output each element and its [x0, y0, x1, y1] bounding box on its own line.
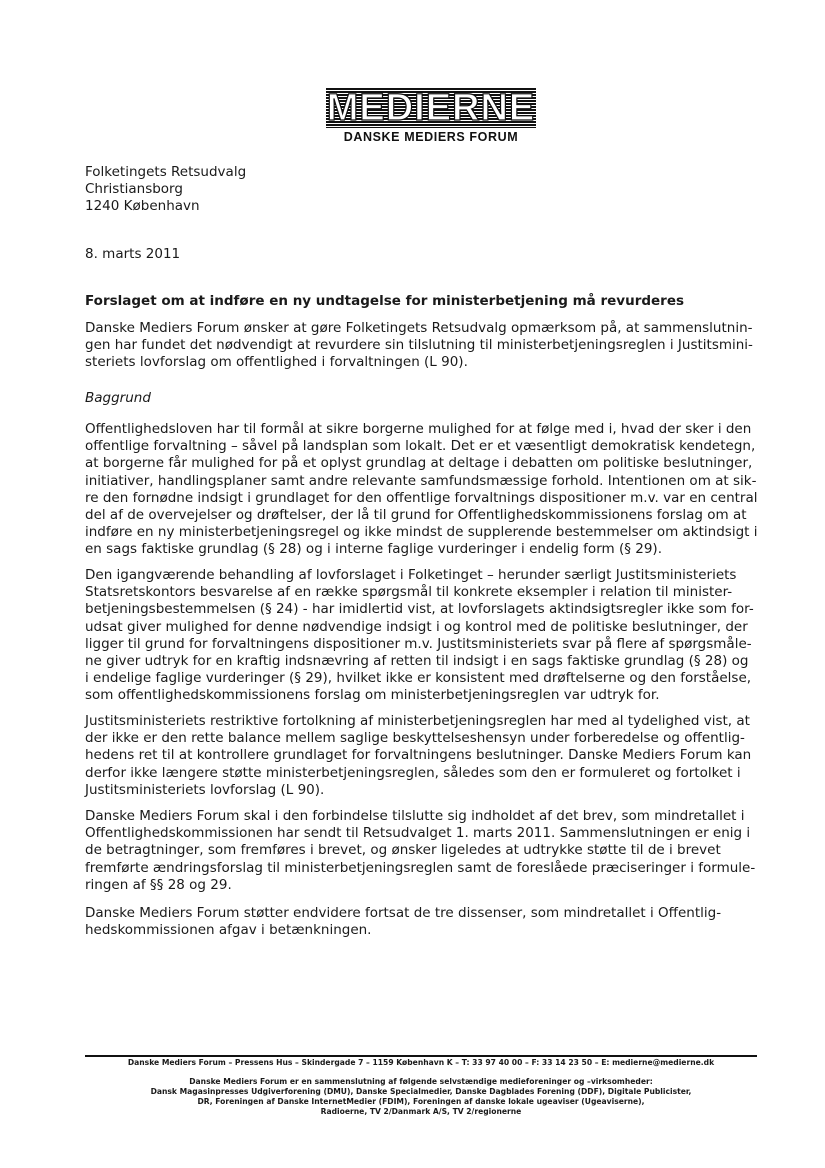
text-line: indføre en ny ministerbetjeningsregel og ikke mindst de supplerende bestemmelser om aktindsigt i	[85, 524, 758, 541]
text-line: Statsretskontors besvarelse af en række spørgsmål til konkrete eksempler i relation til minister-	[85, 584, 733, 601]
recipient-line: Folketingets Retsudvalg	[85, 164, 247, 180]
logo-subtitle: DANSKE MEDIERS FORUM	[343, 130, 519, 144]
text-line: initiativer, handlingsplaner samt andre relevante samfundsmæssige forhold. Intentionen om at sik-	[85, 472, 757, 489]
text-line: udsat giver mulighed for denne nødvendige indsigt i og kontrol med de politiske beslutninger, der	[85, 618, 748, 635]
text-line: betjeningsbestemmelsen (§ 24) - har imidlertid vist, at lovforslagets aktindsigtsregler ikke som for-	[85, 601, 754, 618]
paragraph-2	[85, 567, 755, 705]
recipient-line: 1240 København	[85, 198, 200, 214]
logo-wordmark: MEDIERNE	[326, 87, 536, 129]
text-line: ringen af §§ 28 og 29.	[85, 876, 232, 893]
text-line: derfor ikke længere støtte ministerbetjeningsreglen, således som den er formuleret og fortolket i	[85, 764, 741, 781]
text-line: Offentlighedsloven har til formål at sikre borgerne mulighed for at følge med i, hvad der sker i den	[85, 421, 752, 437]
intro-paragraph	[85, 320, 755, 372]
footer-member-line: Radioerne, TV 2/Danmark A/S, TV 2/regionerne	[320, 1107, 522, 1116]
letter-date: 8. marts 2011	[85, 246, 181, 262]
text-line: gen har fundet det nødvendigt at revurdere sin tilslutning til ministerbetjeningsreglen i Justitsmini-	[85, 337, 753, 354]
section-heading: Baggrund	[85, 390, 151, 406]
paragraph-4	[85, 808, 755, 894]
paragraph-1	[85, 421, 758, 559]
text-line: Den igangværende behandling af lovforslaget i Folketinget – herunder særligt Justitsministeriets	[85, 567, 737, 583]
text-line: re den fornødne indsigt i grundlaget for den offentlige forvaltnings dispositioner m.v. var en central	[85, 489, 758, 506]
letterhead-logo	[326, 88, 536, 144]
footer-member-line: DR, Foreningen af Danske InternetMedier (FDIM), Foreningen af danske lokale ugeaviser (Ugeaviserne),	[197, 1097, 645, 1106]
text-line: i endelige faglige vurderinger (§ 29), hvilket ikke er konsistent med drøftelserne og den forståelse,	[85, 670, 752, 687]
footer-divider	[85, 1055, 757, 1057]
text-line: hedens ret til at kontrollere grundlaget for forvaltningens beslutninger. Danske Mediers Forum kan	[85, 747, 752, 764]
text-line: offentlige forvaltning – såvel på landsplan som lokalt. Det er et væsentligt demokratisk kendetegn,	[85, 438, 756, 455]
text-line: de betragtninger, som fremføres i brevet, og ønsker ligeledes at udtrykke støtte til de i brevet	[85, 842, 721, 859]
text-line: Danske Mediers Forum støtter endvidere fortsat de tre dissenser, som mindretallet i Offentlig-	[85, 905, 722, 921]
text-line: del af de overvejelser og drøftelser, der lå til grund for Offentlighedskommissionens forslag om at	[85, 507, 747, 524]
text-line: Danske Mediers Forum ønsker at gøre Folketingets Retsudvalg opmærksom på, at sammenslutnin-	[85, 320, 753, 336]
text-line: der ikke er den rette balance mellem saglige beskyttelseshensyn under forberedelse og offentlig-	[85, 730, 745, 747]
letter-subject: Forslaget om at indføre en ny undtagelse for ministerbetjening må revurderes	[85, 293, 685, 309]
recipient-address	[85, 164, 246, 215]
footer-members	[85, 1077, 757, 1117]
text-line: ne giver udtryk for en kraftig indsnævring af retten til indsigt i en sags faktiske grundlag (§ 28) og	[85, 653, 749, 670]
text-line: fremførte ændringsforslag til ministerbetjeningsreglen samt de foreslåede præciseringer i formule-	[85, 859, 756, 876]
text-line: som offentlighedskommissionens forslag om ministerbetjeningsreglen var udtryk for.	[85, 687, 660, 704]
footer-contact-line: Danske Mediers Forum – Pressens Hus – Skindergade 7 – 1159 København K – T: 33 97 40 00 – F: 33 14 23 50 – E: medierne@medierne.dk	[127, 1058, 715, 1067]
paragraph-5	[85, 905, 755, 939]
paragraph-3	[85, 713, 755, 799]
text-line: Danske Mediers Forum skal i den forbindelse tilslutte sig indholdet af det brev, som mindretallet i	[85, 808, 745, 824]
text-line: steriets lovforslag om offentlighed i forvaltningen (L 90).	[85, 354, 468, 371]
footer-member-line: Danske Mediers Forum er en sammenslutning af følgende selvstændige medieforeninger og –virksomheder:	[189, 1077, 653, 1086]
text-line: hedskommissionen afgav i betænkningen.	[85, 922, 372, 939]
text-line: Justitsministeriets restriktive fortolkning af ministerbetjeningsreglen har med al tydelighed vist, at	[85, 713, 750, 729]
text-line: Offentlighedskommissionen har sendt til Retsudvalget 1. marts 2011. Sammenslutningen er enig i	[85, 825, 751, 842]
text-line: Justitsministeriets lovforslag (L 90).	[85, 781, 325, 798]
text-line: ligger til grund for forvaltningens dispositioner m.v. Justitsministeriets svar på flere af spørgsmåle-	[85, 635, 752, 652]
recipient-line: Christiansborg	[85, 181, 183, 197]
footer-member-line: Dansk Magasinpresses Udgiverforening (DMU), Danske Specialmedier, Danske Dagblades Forening (DDF), Digitale Publicister,	[150, 1087, 692, 1096]
text-line: en sags faktiske grundlag (§ 28) og i interne faglige vurderinger i endelig form (§ 29).	[85, 541, 662, 558]
text-line: at borgerne får mulighed for på et oplyst grundlag at deltage i debatten om politiske beslutninger,	[85, 455, 753, 472]
